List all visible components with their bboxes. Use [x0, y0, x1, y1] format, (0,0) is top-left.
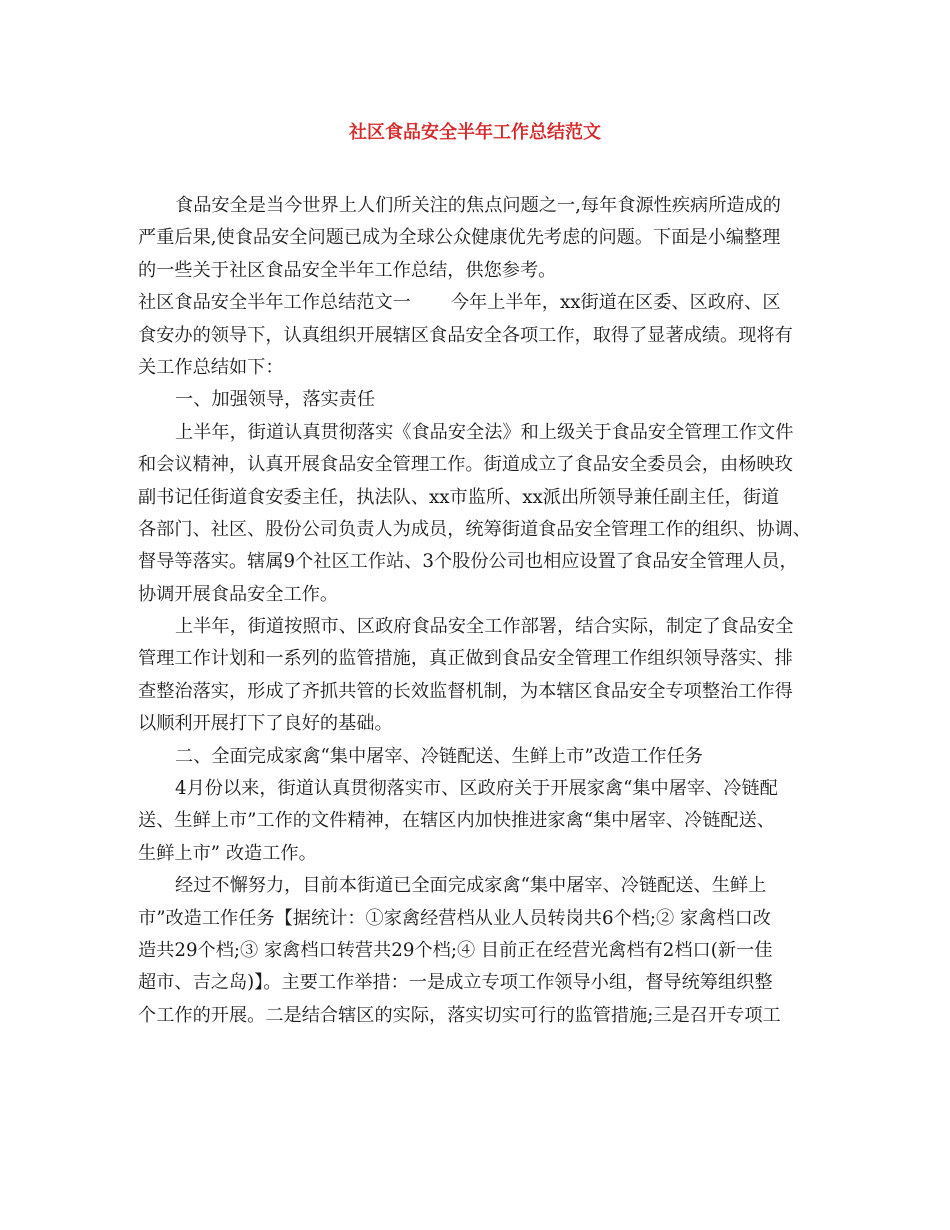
paragraph-line: 生鲜上市” 改造工作。	[138, 842, 317, 864]
subheading-line: 一、加强领导，落实责任	[175, 389, 376, 411]
subheading-line: 二、全面完成家禽“集中屠宰、冷链配送、生鲜上市”改造工作任务	[175, 745, 703, 767]
paragraph-line: 严重后果,使食品安全问题已成为全球公众健康优先考虑的问题。下面是小编整理	[138, 227, 781, 249]
paragraph-line: 食品安全是当今世界上人们所关注的焦点问题之一,每年食源性疾病所造成的	[175, 195, 781, 216]
paragraph-text: 今年上半年，xx街道在区委、区政府、区	[450, 292, 781, 314]
paragraph-line: 和会议精神，认真开展食品安全管理工作。街道成立了食品安全委员会，由杨映玫	[138, 454, 793, 476]
paragraph-line: 督导等落实。辖属9个社区工作站、3个股份公司也相应设置了食品安全管理人员，	[138, 551, 798, 573]
paragraph-line: 各部门、社区、股份公司负责人为成员，统筹街道食品安全管理工作的组织、协调、	[138, 518, 811, 540]
paragraph-line: 的一些关于社区食品安全半年工作总结，供您参考。	[138, 259, 557, 281]
paragraph-line: 市”改造工作任务【据统计：①家禽经营档从业人员转岗共6个档;② 家禽档口改	[138, 907, 771, 929]
paragraph-line: 查整治落实，形成了齐抓共管的长效监督机制，为本辖区食品安全专项整治工作得	[138, 680, 793, 702]
paragraph-line: 协调开展食品安全工作。	[138, 583, 339, 605]
paragraph-line: 上半年，街道认真贯彻落实《食品安全法》和上级关于食品安全管理工作文件	[175, 421, 794, 443]
paragraph-line: 副书记任街道食安委主任，执法队、xx市监所、xx派出所领导兼任副主任，街道	[138, 486, 780, 508]
paragraph-line: 管理工作计划和一系列的监管措施，真正做到食品安全管理工作组织领导落实、排	[138, 648, 793, 670]
paragraph-line	[138, 287, 828, 319]
document-body	[138, 190, 828, 1032]
paragraph-line: 送、生鲜上市”工作的文件精神，在辖区内加快推进家禽“集中屠宰、冷链配送、	[138, 810, 775, 832]
paragraph-line: 经过不懈努力，目前本街道已全面完成家禽“集中屠宰、冷链配送、生鲜上	[175, 875, 767, 897]
paragraph-line: 关工作总结如下：	[138, 356, 284, 378]
paragraph-line: 超市、吉之岛)】。主要工作举措：一是成立专项工作领导小组，督导统筹组织整	[138, 972, 773, 994]
paragraph-line: 个工作的开展。二是结合辖区的实际，落实切实可行的监管措施;三是召开专项工	[138, 1004, 781, 1026]
paragraph-line: 以顺利开展打下了良好的基础。	[138, 713, 393, 735]
paragraph-line: 4月份以来，街道认真贯彻落实市、区政府关于开展家禽“集中屠宰、冷链配	[175, 778, 778, 800]
section-heading: 社区食品安全半年工作总结范文一	[138, 292, 411, 314]
paragraph-line: 上半年，街道按照市、区政府食品安全工作部署，结合实际，制定了食品安全	[175, 616, 794, 638]
document-title: 社区食品安全半年工作总结范文	[349, 122, 601, 143]
paragraph-line: 造共29个档;③ 家禽档口转营共29个档;④ 目前正在经营光禽档有2档口(新一佳	[138, 939, 773, 961]
paragraph-line: 食安办的领导下，认真组织开展辖区食品安全各项工作，取得了显著成绩。现将有	[138, 324, 793, 346]
